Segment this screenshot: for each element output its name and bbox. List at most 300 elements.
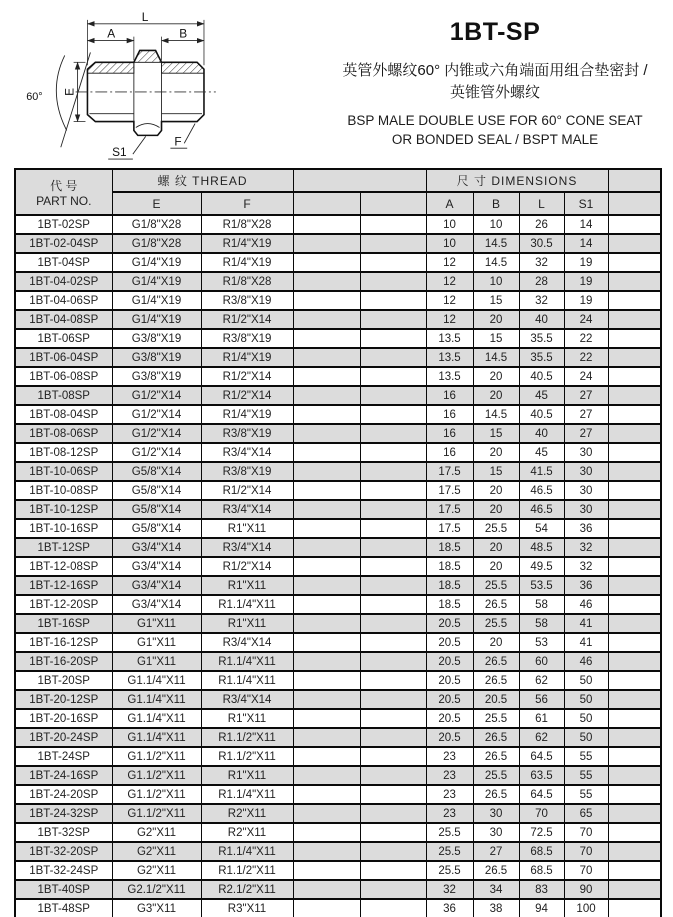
thread-f-cell: R1.1/4"X11 (201, 785, 293, 804)
dimensions-group-header: 尺 寸 DIMENSIONS (426, 169, 608, 192)
blank-cell (293, 234, 360, 253)
table-row (15, 823, 661, 842)
table-row (15, 842, 661, 861)
blank-cell (608, 880, 661, 899)
dim-s1-cell: 100 (564, 899, 608, 917)
blank-cell (608, 329, 661, 348)
dim-s1-cell: 36 (564, 576, 608, 595)
blank-cell (293, 576, 360, 595)
thread-e-cell: G3/8"X19 (112, 329, 201, 348)
blank-cell (293, 652, 360, 671)
table-row (15, 671, 661, 690)
part-no-cell: 1BT-16-20SP (15, 652, 112, 671)
blank-cell (608, 557, 661, 576)
thread-e-cell: G1/8"X28 (112, 234, 201, 253)
part-no-cell: 1BT-20SP (15, 671, 112, 690)
part-no-cell: 1BT-12-16SP (15, 576, 112, 595)
table-row (15, 690, 661, 709)
table-row (15, 443, 661, 462)
part-no-cell: 1BT-08-06SP (15, 424, 112, 443)
thread-f-cell: R1/2"X14 (201, 481, 293, 500)
blank-cell (293, 804, 360, 823)
table-row (15, 785, 661, 804)
table-row (15, 291, 661, 310)
blank-cell (608, 424, 661, 443)
blank-cell (293, 291, 360, 310)
dim-b-cell: 26.5 (473, 747, 519, 766)
blank-cell (608, 899, 661, 917)
part-no-cell: 1BT-20-24SP (15, 728, 112, 747)
thread-e-cell: G3/4"X14 (112, 576, 201, 595)
dim-l-cell: 32 (519, 291, 564, 310)
col-header-e: E (112, 192, 201, 215)
blank-cell (360, 880, 426, 899)
dim-a-cell: 13.5 (426, 367, 473, 386)
dim-s1-cell: 46 (564, 652, 608, 671)
thread-f-cell: R1.1/2"X11 (201, 861, 293, 880)
table-row (15, 310, 661, 329)
blank-cell (293, 424, 360, 443)
table-row (15, 500, 661, 519)
part-no-cell: 1BT-02SP (15, 215, 112, 234)
thread-f-cell: R1"X11 (201, 576, 293, 595)
blank-cell (360, 690, 426, 709)
dim-l-cell: 28 (519, 272, 564, 291)
blank-cell (360, 823, 426, 842)
part-no-cell: 1BT-48SP (15, 899, 112, 917)
table-row (15, 234, 661, 253)
dim-l-cell: 63.5 (519, 766, 564, 785)
subtitle-cn-line1: 英管外螺纹60° 内锥或六角端面用组合垫密封 / (342, 62, 648, 79)
blank-cell (293, 272, 360, 291)
dim-a-cell: 17.5 (426, 519, 473, 538)
subtitle-en-line2: OR BONDED SEAL / BSPT MALE (391, 132, 599, 147)
dim-l-cell: 64.5 (519, 747, 564, 766)
dim-s1-cell: 70 (564, 842, 608, 861)
blank-cell (608, 842, 661, 861)
dim-l-cell: 49.5 (519, 557, 564, 576)
blank-cell (360, 253, 426, 272)
blank-group-header (293, 169, 426, 192)
blank-header-cell (360, 192, 426, 215)
blank-cell (608, 576, 661, 595)
table-row (15, 215, 661, 234)
thread-f-cell: R1/2"X14 (201, 367, 293, 386)
dim-s1-cell: 55 (564, 766, 608, 785)
dim-s1-cell: 14 (564, 215, 608, 234)
thread-f-cell: R1"X11 (201, 519, 293, 538)
dim-a-cell: 20.5 (426, 709, 473, 728)
part-no-cell: 1BT-08SP (15, 386, 112, 405)
blank-cell (293, 310, 360, 329)
dim-b-cell: 14.5 (473, 234, 519, 253)
thread-e-cell: G5/8"X14 (112, 500, 201, 519)
blank-cell (608, 310, 661, 329)
thread-e-cell: G2"X11 (112, 861, 201, 880)
blank-cell (293, 880, 360, 899)
dim-b-cell: 20 (473, 538, 519, 557)
dim-s1-cell: 24 (564, 310, 608, 329)
page-title: 1BT-SP (449, 18, 541, 46)
thread-e-cell: G1/4"X19 (112, 272, 201, 291)
header-block (320, 18, 670, 149)
dim-l-cell: 45 (519, 443, 564, 462)
dim-b-cell: 26.5 (473, 671, 519, 690)
thread-f-cell: R3/4"X14 (201, 500, 293, 519)
dim-b-cell: 20 (473, 386, 519, 405)
dim-l-cell: 35.5 (519, 329, 564, 348)
blank-cell (360, 329, 426, 348)
blank-cell (608, 519, 661, 538)
thread-e-cell: G1.1/4"X11 (112, 709, 201, 728)
blank-cell (360, 747, 426, 766)
dim-a-cell: 17.5 (426, 462, 473, 481)
dim-s1-cell: 50 (564, 728, 608, 747)
blank-cell (360, 538, 426, 557)
dim-label-L: L (141, 9, 149, 24)
dim-a-cell: 18.5 (426, 557, 473, 576)
dim-l-cell: 26 (519, 215, 564, 234)
part-no-cell: 1BT-24-20SP (15, 785, 112, 804)
dim-a-cell: 25.5 (426, 823, 473, 842)
part-no-cell: 1BT-06-04SP (15, 348, 112, 367)
parts-table-wrapper (14, 168, 660, 917)
blank-cell (293, 538, 360, 557)
table-row (15, 329, 661, 348)
thread-f-cell: R1/4"X19 (201, 405, 293, 424)
blank-cell (608, 709, 661, 728)
blank-cell (360, 557, 426, 576)
dim-b-cell: 15 (473, 462, 519, 481)
dim-s1-cell: 90 (564, 880, 608, 899)
thread-f-cell: R2.1/2"X11 (201, 880, 293, 899)
table-row (15, 576, 661, 595)
thread-f-cell: R1.1/4"X11 (201, 595, 293, 614)
part-no-cell: 1BT-10-08SP (15, 481, 112, 500)
part-no-cell: 1BT-24-32SP (15, 804, 112, 823)
blank-cell (293, 348, 360, 367)
part-no-cell: 1BT-20-16SP (15, 709, 112, 728)
dim-s1-cell: 22 (564, 329, 608, 348)
blank-cell (608, 804, 661, 823)
thread-e-cell: G1.1/2"X11 (112, 747, 201, 766)
dim-l-cell: 32 (519, 253, 564, 272)
blank-cell (608, 538, 661, 557)
dim-l-cell: 46.5 (519, 481, 564, 500)
part-no-cell: 1BT-04-06SP (15, 291, 112, 310)
table-row (15, 253, 661, 272)
table-row (15, 519, 661, 538)
blank-cell (293, 671, 360, 690)
thread-f-cell: R1.1/4"X11 (201, 671, 293, 690)
dim-b-cell: 26.5 (473, 785, 519, 804)
dim-b-cell: 14.5 (473, 348, 519, 367)
dim-s1-cell: 36 (564, 519, 608, 538)
dim-l-cell: 68.5 (519, 861, 564, 880)
part-no-cell: 1BT-16SP (15, 614, 112, 633)
blank-cell (608, 595, 661, 614)
dim-a-cell: 25.5 (426, 861, 473, 880)
col-header-a: A (426, 192, 473, 215)
thread-e-cell: G1/2"X14 (112, 443, 201, 462)
dim-l-cell: 40 (519, 310, 564, 329)
dim-a-cell: 17.5 (426, 500, 473, 519)
thread-e-cell: G3/4"X14 (112, 595, 201, 614)
dim-a-cell: 20.5 (426, 728, 473, 747)
thread-f-cell: R1/2"X14 (201, 310, 293, 329)
dim-b-cell: 15 (473, 424, 519, 443)
dim-l-cell: 40.5 (519, 367, 564, 386)
dim-l-cell: 46.5 (519, 500, 564, 519)
blank-cell (293, 861, 360, 880)
dim-s1-cell: 32 (564, 538, 608, 557)
dim-s1-cell: 50 (564, 709, 608, 728)
dim-b-cell: 10 (473, 215, 519, 234)
blank-cell (360, 367, 426, 386)
thread-f-cell: R3/4"X14 (201, 633, 293, 652)
part-no-cell: 1BT-12-08SP (15, 557, 112, 576)
dim-s1-cell: 30 (564, 500, 608, 519)
dim-s1-cell: 27 (564, 386, 608, 405)
dim-s1-cell: 70 (564, 861, 608, 880)
dim-s1-cell: 30 (564, 481, 608, 500)
table-row (15, 709, 661, 728)
blank-cell (293, 557, 360, 576)
table-row (15, 424, 661, 443)
thread-f-cell: R1/8"X28 (201, 215, 293, 234)
part-no-cell: 1BT-16-12SP (15, 633, 112, 652)
dim-a-cell: 23 (426, 747, 473, 766)
blank-cell (360, 443, 426, 462)
thread-e-cell: G1.1/4"X11 (112, 671, 201, 690)
blank-cell (608, 405, 661, 424)
thread-e-cell: G1.1/2"X11 (112, 766, 201, 785)
table-row (15, 595, 661, 614)
dim-a-cell: 36 (426, 899, 473, 917)
header-row-columns (15, 192, 661, 215)
thread-e-cell: G1.1/4"X11 (112, 728, 201, 747)
dim-l-cell: 53.5 (519, 576, 564, 595)
blank-cell (608, 785, 661, 804)
dim-label-A: A (107, 26, 116, 41)
thread-e-cell: G1/8"X28 (112, 215, 201, 234)
table-row (15, 481, 661, 500)
dim-l-cell: 70 (519, 804, 564, 823)
thread-e-cell: G1/2"X14 (112, 386, 201, 405)
dim-a-cell: 12 (426, 272, 473, 291)
part-no-cell: 1BT-04-08SP (15, 310, 112, 329)
dim-a-cell: 17.5 (426, 481, 473, 500)
dim-s1-cell: 50 (564, 690, 608, 709)
thread-e-cell: G3/8"X19 (112, 348, 201, 367)
blank-cell (608, 234, 661, 253)
dim-b-cell: 20 (473, 443, 519, 462)
blank-cell (608, 348, 661, 367)
table-row (15, 557, 661, 576)
blank-cell (608, 367, 661, 386)
blank-header-cell (608, 169, 661, 192)
thread-e-cell: G2"X11 (112, 842, 201, 861)
dim-s1-cell: 24 (564, 367, 608, 386)
dim-s1-cell: 32 (564, 557, 608, 576)
dim-l-cell: 83 (519, 880, 564, 899)
dim-b-cell: 26.5 (473, 728, 519, 747)
thread-e-cell: G1"X11 (112, 633, 201, 652)
dim-l-cell: 53 (519, 633, 564, 652)
blank-cell (360, 766, 426, 785)
dim-b-cell: 20 (473, 633, 519, 652)
dim-s1-cell: 30 (564, 443, 608, 462)
part-no-cell: 1BT-20-12SP (15, 690, 112, 709)
blank-cell (608, 272, 661, 291)
dim-a-cell: 12 (426, 291, 473, 310)
blank-cell (360, 804, 426, 823)
dim-label-S1: S1 (112, 145, 127, 160)
dim-a-cell: 12 (426, 253, 473, 272)
blank-header-cell (608, 192, 661, 215)
thread-f-cell: R1"X11 (201, 709, 293, 728)
table-row (15, 652, 661, 671)
fitting-drawing-svg (8, 8, 238, 166)
thread-f-cell: R3/4"X14 (201, 538, 293, 557)
dim-a-cell: 13.5 (426, 348, 473, 367)
dim-a-cell: 16 (426, 386, 473, 405)
blank-cell (293, 500, 360, 519)
blank-cell (293, 690, 360, 709)
blank-cell (608, 652, 661, 671)
thread-f-cell: R3/4"X14 (201, 690, 293, 709)
part-no-cell: 1BT-06-08SP (15, 367, 112, 386)
angle-label: 60° (26, 90, 43, 103)
dim-s1-cell: 41 (564, 614, 608, 633)
thread-e-cell: G5/8"X14 (112, 481, 201, 500)
thread-e-cell: G3/8"X19 (112, 367, 201, 386)
dim-b-cell: 34 (473, 880, 519, 899)
blank-cell (293, 842, 360, 861)
dim-b-cell: 10 (473, 272, 519, 291)
blank-cell (360, 405, 426, 424)
table-row (15, 405, 661, 424)
thread-f-cell: R3/8"X19 (201, 329, 293, 348)
table-body (15, 215, 661, 917)
blank-cell (608, 443, 661, 462)
dim-b-cell: 15 (473, 291, 519, 310)
thread-e-cell: G3/4"X14 (112, 538, 201, 557)
blank-cell (360, 785, 426, 804)
dim-l-cell: 40.5 (519, 405, 564, 424)
dim-l-cell: 48.5 (519, 538, 564, 557)
thread-f-cell: R2"X11 (201, 804, 293, 823)
blank-cell (360, 291, 426, 310)
dim-label-B: B (179, 26, 188, 41)
dim-a-cell: 18.5 (426, 576, 473, 595)
table-row (15, 880, 661, 899)
blank-cell (608, 671, 661, 690)
blank-cell (293, 443, 360, 462)
dim-a-cell: 16 (426, 443, 473, 462)
blank-cell (293, 215, 360, 234)
thread-f-cell: R1/8"X28 (201, 272, 293, 291)
thread-f-cell: R2"X11 (201, 823, 293, 842)
blank-cell (360, 614, 426, 633)
thread-f-cell: R1"X11 (201, 614, 293, 633)
blank-cell (360, 728, 426, 747)
table-row (15, 367, 661, 386)
dim-a-cell: 10 (426, 215, 473, 234)
blank-cell (360, 633, 426, 652)
thread-f-cell: R1/2"X14 (201, 386, 293, 405)
blank-cell (293, 329, 360, 348)
thread-f-cell: R3/8"X19 (201, 291, 293, 310)
part-no-header (15, 169, 112, 215)
blank-cell (608, 633, 661, 652)
blank-cell (293, 709, 360, 728)
blank-cell (293, 519, 360, 538)
dim-s1-cell: 19 (564, 253, 608, 272)
dim-a-cell: 10 (426, 234, 473, 253)
dim-l-cell: 35.5 (519, 348, 564, 367)
dim-a-cell: 23 (426, 766, 473, 785)
blank-cell (360, 424, 426, 443)
thread-f-cell: R1/4"X19 (201, 234, 293, 253)
blank-cell (360, 348, 426, 367)
dim-b-cell: 26.5 (473, 652, 519, 671)
blank-cell (608, 728, 661, 747)
parts-table (14, 168, 662, 917)
table-row (15, 728, 661, 747)
part-no-cell: 1BT-10-06SP (15, 462, 112, 481)
dim-b-cell: 30 (473, 823, 519, 842)
dim-a-cell: 23 (426, 804, 473, 823)
blank-cell (360, 500, 426, 519)
dim-s1-cell: 27 (564, 405, 608, 424)
blank-cell (293, 633, 360, 652)
dim-l-cell: 94 (519, 899, 564, 917)
dim-a-cell: 18.5 (426, 595, 473, 614)
dim-s1-cell: 19 (564, 291, 608, 310)
thread-e-cell: G5/8"X14 (112, 462, 201, 481)
thread-e-cell: G1"X11 (112, 614, 201, 633)
dim-a-cell: 23 (426, 785, 473, 804)
blank-cell (608, 291, 661, 310)
part-no-header-en: PART NO. (36, 193, 92, 208)
dim-l-cell: 62 (519, 671, 564, 690)
blank-cell (293, 253, 360, 272)
table-row (15, 538, 661, 557)
dim-a-cell: 20.5 (426, 690, 473, 709)
thread-e-cell: G1/4"X19 (112, 310, 201, 329)
dim-s1-cell: 14 (564, 234, 608, 253)
blank-cell (360, 595, 426, 614)
subtitle-en-line1: BSP MALE DOUBLE USE FOR 60° CONE SEAT (347, 113, 643, 128)
col-header-s1: S1 (564, 192, 608, 215)
col-header-l: L (519, 192, 564, 215)
blank-cell (293, 481, 360, 500)
dim-b-cell: 14.5 (473, 405, 519, 424)
part-no-cell: 1BT-12SP (15, 538, 112, 557)
thread-f-cell: R3"X11 (201, 899, 293, 917)
blank-cell (293, 747, 360, 766)
dim-l-cell: 30.5 (519, 234, 564, 253)
blank-cell (360, 215, 426, 234)
thread-e-cell: G1"X11 (112, 652, 201, 671)
dim-s1-cell: 55 (564, 747, 608, 766)
dim-s1-cell: 19 (564, 272, 608, 291)
blank-cell (608, 253, 661, 272)
blank-cell (293, 899, 360, 917)
blank-cell (293, 766, 360, 785)
table-row (15, 348, 661, 367)
